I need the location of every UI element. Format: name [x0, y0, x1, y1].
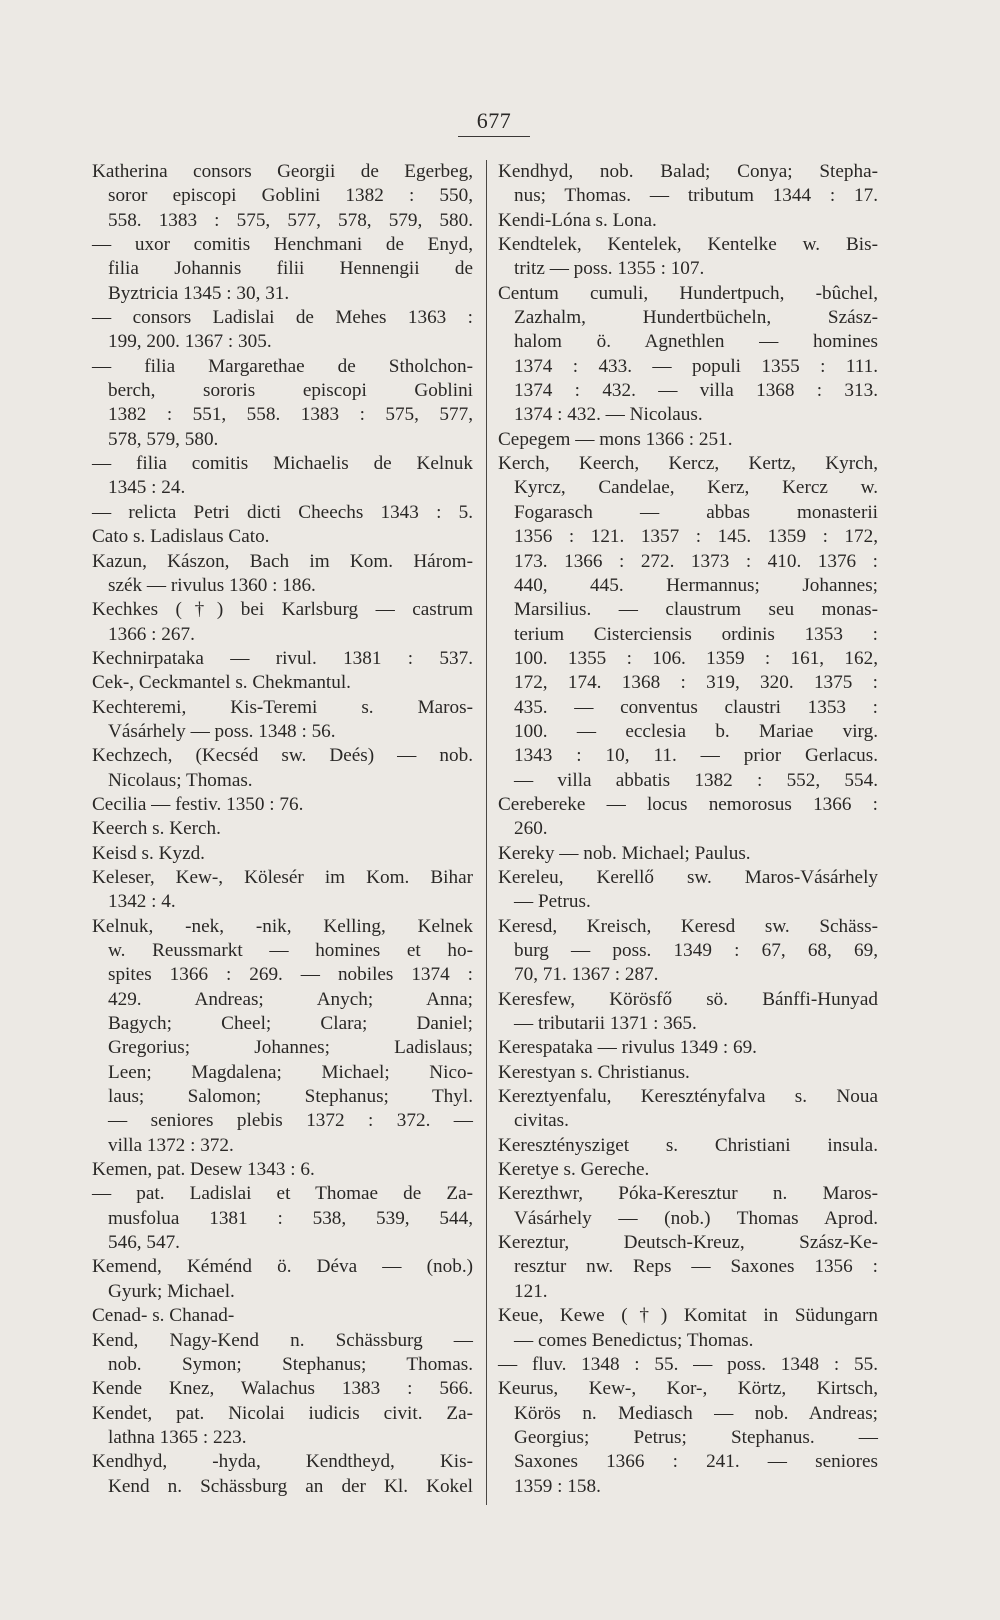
- index-line: Körös n. Mediasch — nob. Andreas;: [514, 1402, 878, 1424]
- index-line: Kereleu, Kerellő sw. Maros-Vásárhely: [498, 866, 878, 888]
- index-line: Katherina consors Georgii de Egerbeg,: [92, 161, 473, 182]
- column-divider: [486, 160, 487, 1505]
- index-line: Byztricia 1345 : 30, 31.: [108, 282, 290, 304]
- index-line: 1359 : 158.: [514, 1475, 601, 1497]
- index-line: Kechteremi, Kis-Teremi s. Maros-: [92, 696, 473, 718]
- index-line: musfolua 1381 : 538, 539, 544,: [108, 1207, 473, 1229]
- index-line: Keisd s. Kyzd.: [92, 842, 205, 864]
- index-line: 578, 579, 580.: [108, 428, 219, 450]
- index-line: Cek-, Ceckmantel s. Chekmantul.: [92, 672, 351, 694]
- index-line: Keresd, Kreisch, Keresd sw. Schäss-: [498, 915, 878, 937]
- index-line: Kereztyenfalu, Keresztényfalva s. Noua: [498, 1086, 878, 1108]
- index-line: Georgius; Petrus; Stephanus. —: [514, 1426, 878, 1448]
- index-line: — tributarii 1371 : 365.: [514, 1013, 697, 1035]
- index-line: — Petrus.: [514, 891, 591, 913]
- index-line: Kemend, Kéménd ö. Déva — (nob.): [92, 1256, 473, 1278]
- index-line: 1374 : 432. — villa 1368 : 313.: [514, 380, 878, 402]
- index-line: soror episcopi Goblini 1382 : 550,: [108, 185, 473, 207]
- index-line: 199, 200. 1367 : 305.: [108, 331, 272, 353]
- index-line: — consors Ladislai de Mehes 1363 :: [92, 307, 473, 329]
- page-number: 677: [458, 108, 530, 137]
- index-line: Keurus, Kew-, Kor-, Körtz, Kirtsch,: [498, 1378, 878, 1400]
- index-line: lathna 1365 : 223.: [108, 1426, 247, 1448]
- index-line: Cenad- s. Chanad-: [92, 1305, 235, 1327]
- index-line: 100. — ecclesia b. Mariae virg.: [514, 720, 878, 742]
- index-line: 1366 : 267.: [108, 623, 195, 645]
- index-line: 429. Andreas; Anych; Anna;: [108, 988, 473, 1010]
- index-line: burg — poss. 1349 : 67, 68, 69,: [514, 940, 878, 961]
- index-line: 121.: [514, 1280, 548, 1302]
- index-line: 440, 445. Hermannus; Johannes;: [514, 574, 878, 596]
- index-line: Kerezthwr, Póka-Keresztur n. Maros-: [498, 1183, 878, 1205]
- index-line: — relicta Petri dicti Cheechs 1343 : 5.: [92, 501, 473, 523]
- index-line: Centum cumuli, Hundertpuch, -bûchel,: [498, 282, 878, 304]
- index-line: Vásárhely — (nob.) Thomas Aprod.: [514, 1207, 878, 1229]
- index-line: 1374 : 432. — Nicolaus.: [514, 404, 703, 426]
- index-line: — pat. Ladislai et Thomae de Za-: [92, 1183, 473, 1205]
- index-line: 100. 1355 : 106. 1359 : 161, 162,: [514, 647, 878, 669]
- index-line: Cerebereke — locus nemorosus 1366 :: [498, 793, 878, 815]
- index-line: Kechkes (†) bei Karlsburg — castrum: [92, 599, 473, 621]
- index-line: — uxor comitis Henchmani de Enyd,: [92, 234, 473, 256]
- index-line: Cecilia — festiv. 1350 : 76.: [92, 793, 304, 815]
- index-line: 435. — conventus claustri 1353 :: [514, 696, 878, 718]
- index-line: Kendet, pat. Nicolai iudicis civit. Za-: [92, 1402, 473, 1424]
- index-line: 558. 1383 : 575, 577, 578, 579, 580.: [108, 209, 473, 231]
- index-line: Kend n. Schässburg an der Kl. Kokel: [108, 1475, 473, 1497]
- index-line: tritz — poss. 1355 : 107.: [514, 258, 705, 280]
- index-line: 173. 1366 : 272. 1373 : 410. 1376 :: [514, 550, 878, 572]
- index-line: Keleser, Kew-, Kölesér im Kom. Bihar: [92, 866, 473, 888]
- index-line: Nicolaus; Thomas.: [108, 769, 253, 791]
- index-line: — villa abbatis 1382 : 552, 554.: [514, 769, 878, 791]
- index-line: nus; Thomas. — tributum 1344 : 17.: [514, 185, 878, 207]
- index-line: Kemen, pat. Desew 1343 : 6.: [92, 1159, 315, 1181]
- right-column: [498, 160, 878, 1499]
- index-line: — fluv. 1348 : 55. — poss. 1348 : 55.: [498, 1353, 878, 1375]
- index-line: Saxones 1366 : 241. — seniores: [514, 1451, 878, 1473]
- index-line: Kendi-Lóna s. Lona.: [498, 209, 657, 231]
- index-line: 1342 : 4.: [108, 891, 176, 913]
- index-line: — filia comitis Michaelis de Kelnuk: [92, 453, 473, 475]
- index-line: laus; Salomon; Stephanus; Thyl.: [108, 1086, 473, 1108]
- index-line: Kereztur, Deutsch-Kreuz, Szász-Ke-: [498, 1232, 878, 1254]
- index-line: Kechnirpataka — rivul. 1381 : 537.: [92, 647, 473, 669]
- index-line: 260.: [514, 818, 548, 840]
- index-line: Kende Knez, Walachus 1383 : 566.: [92, 1378, 473, 1400]
- index-line: 70, 71. 1367 : 287.: [514, 964, 659, 986]
- index-line: Kyrcz, Candelae, Kerz, Kercz w.: [514, 477, 878, 499]
- index-line: Kereszténysziget s. Christiani insula.: [498, 1134, 878, 1156]
- index-line: halom ö. Agnethlen — homines: [514, 331, 878, 353]
- index-line: Marsilius. — claustrum seu monas-: [514, 599, 878, 621]
- index-line: villa 1372 : 372.: [108, 1134, 234, 1156]
- index-line: 1343 : 10, 11. — prior Gerlacus.: [514, 745, 878, 767]
- index-line: 1374 : 433. — populi 1355 : 111.: [514, 355, 878, 377]
- index-line: Kechzech, (Kecséd sw. Deés) — nob.: [92, 745, 473, 767]
- index-line: Kendtelek, Kentelek, Kentelke w. Bis-: [498, 234, 878, 256]
- index-line: szék — rivulus 1360 : 186.: [108, 574, 316, 596]
- index-line: resztur nw. Reps — Saxones 1356 :: [514, 1256, 878, 1278]
- index-line: Keue, Kewe (†) Komitat in Südungarn: [498, 1305, 878, 1327]
- index-line: Kerestyan s. Christianus.: [498, 1061, 690, 1083]
- index-line: 546, 547.: [108, 1232, 180, 1254]
- index-line: berch, sororis episcopi Goblini: [108, 380, 473, 402]
- index-line: Bagych; Cheel; Clara; Daniel;: [108, 1013, 473, 1035]
- index-line: Kazun, Kászon, Bach im Kom. Három-: [92, 550, 473, 572]
- index-line: nob. Symon; Stephanus; Thomas.: [108, 1353, 473, 1375]
- index-line: Fogarasch — abbas monasterii: [514, 501, 878, 523]
- index-line: 1345 : 24.: [108, 477, 186, 499]
- index-line: w. Reussmarkt — homines et ho-: [108, 940, 473, 961]
- index-line: Vásárhely — poss. 1348 : 56.: [108, 720, 336, 742]
- index-line: Cato s. Ladislaus Cato.: [92, 526, 270, 548]
- index-line: filia Johannis filii Hennengii de: [108, 258, 473, 280]
- index-line: 172, 174. 1368 : 319, 320. 1375 :: [514, 672, 878, 694]
- index-line: Kend, Nagy-Kend n. Schässburg —: [92, 1329, 473, 1351]
- index-line: Keretye s. Gereche.: [498, 1159, 650, 1181]
- index-line: Gregorius; Johannes; Ladislaus;: [108, 1037, 473, 1059]
- index-line: Cepegem — mons 1366 : 251.: [498, 428, 733, 450]
- index-line: — seniores plebis 1372 : 372. —: [108, 1110, 473, 1132]
- index-line: Keerch s. Kerch.: [92, 818, 221, 840]
- index-line: Kereky — nob. Michael; Paulus.: [498, 842, 751, 864]
- index-line: — filia Margarethae de Stholchon-: [92, 355, 473, 377]
- index-line: 1356 : 121. 1357 : 145. 1359 : 172,: [514, 526, 878, 548]
- index-line: 1382 : 551, 558. 1383 : 575, 577,: [108, 404, 473, 426]
- index-line: Zazhalm, Hundertbücheln, Szász-: [514, 307, 878, 329]
- index-line: — comes Benedictus; Thomas.: [514, 1329, 754, 1351]
- index-line: Kerespataka — rivulus 1349 : 69.: [498, 1037, 757, 1059]
- index-line: Gyurk; Michael.: [108, 1280, 235, 1302]
- index-line: Kerch, Keerch, Kercz, Kertz, Kyrch,: [498, 453, 878, 475]
- index-line: Kelnuk, -nek, -nik, Kelling, Kelnek: [92, 915, 473, 937]
- index-line: spites 1366 : 269. — nobiles 1374 :: [108, 964, 473, 986]
- index-line: Leen; Magdalena; Michael; Nico-: [108, 1061, 473, 1083]
- index-line: civitas.: [514, 1110, 569, 1132]
- index-line: Kendhyd, -hyda, Kendtheyd, Kis-: [92, 1451, 473, 1473]
- index-line: Kendhyd, nob. Balad; Conya; Stepha-: [498, 161, 878, 182]
- index-line: Keresfew, Körösfő sö. Bánffi-Hunyad: [498, 988, 878, 1010]
- left-column: [92, 160, 473, 1499]
- index-line: terium Cisterciensis ordinis 1353 :: [514, 623, 878, 645]
